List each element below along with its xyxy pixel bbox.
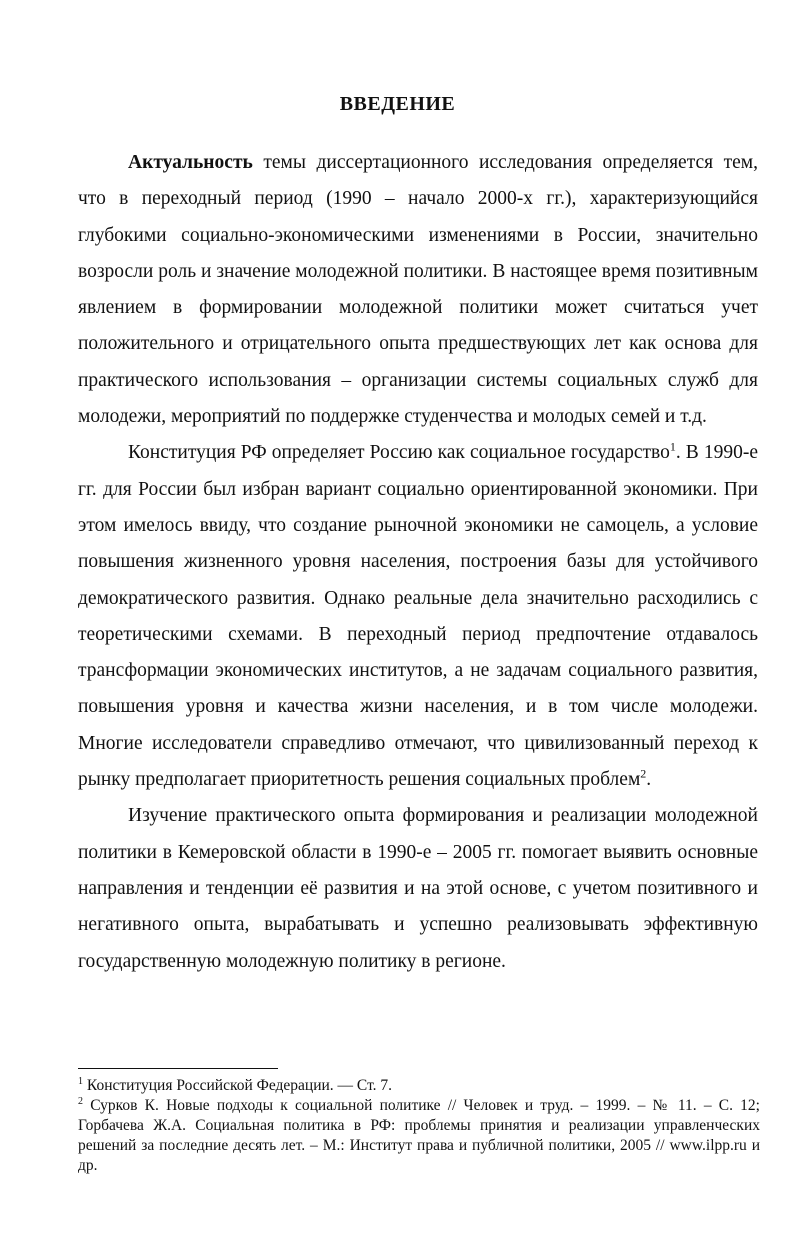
paragraph-1-lead: Актуальность: [128, 152, 253, 173]
paragraph-2-text-b: . В 1990-е гг. для России был избран вариант социально ориентированной экономики. При этом имелось ввиду, что создание рыночной экономики не самоцель, а условие повышения жизненного уровня населения, построения базы для устойчивого демократического развития. Однако реальные дела значительно расходились с теоретическими схемами. В переходный период предпочтение отдавалось трансформации экономических институтов, а не задачам социального развития, повышения уровня и качества жизни населения, и в том числе молодежи. Многие исследователи справедливо отмечают, что цивилизованный переход к рынку предполагает приоритетность решения социальных проблем: [78, 442, 758, 791]
paragraph-1-text: темы диссертационного исследования определяется тем, что в переходный период (1990 – начало 2000-х гг.), характеризующийся глубокими социально-экономическими изменениями в России, значительно возросли роль и значение молодежной политики. В настоящее время позитивным явлением в формировании молодежной политики может считаться учет положительного и отрицательного опыта предшествующих лет как основа для практического использования – организации системы социальных служб для молодежи, мероприятий по поддержке студенчества и молодых семей и т.д.: [78, 152, 758, 428]
footnote-2-text: Сурков К. Новые подходы к социальной политике // Человек и труд. – 1999. – № 11. – С. 12; Горбачева Ж.А. Социальная политика в РФ: проблемы принятия и реализации управленческих решений за последние десять лет. – М.: Институт права и публичной политики, 2005 // www.ilpp.ru и др.: [78, 1097, 760, 1174]
footnotes: [78, 1076, 760, 1176]
body-text: [78, 145, 758, 980]
footnote-1-number: 1: [78, 1075, 83, 1087]
footnote-2-number: 2: [78, 1095, 83, 1107]
footnote-ref-2: 2: [640, 766, 647, 781]
footnote-ref-1: 1: [669, 439, 676, 454]
paragraph-2-text-c: .: [646, 769, 652, 791]
page-title: ВВЕДЕНИЕ: [339, 93, 456, 115]
footnote-1-text: Конституция Российской Федерации. — Ст. 7.: [83, 1077, 393, 1094]
paragraph-3-text: Изучение практического опыта формирования и реализации молодежной политики в Кемеровской области в 1990-е – 2005 гг. помогает выявить основные направления и тенденции её развития и на этой основе, с учетом позитивного и негативного опыта, вырабатывать и успешно реализовывать эффективную государственную молодежную политику в регионе.: [78, 805, 758, 972]
paragraph-3: [78, 798, 758, 979]
paragraph-1: [78, 145, 758, 435]
paragraph-2: [78, 435, 758, 798]
footnote-separator: [78, 1068, 278, 1069]
footnote-2: [78, 1096, 760, 1176]
paragraph-2-text-a: Конституция РФ определяет Россию как социальное государство: [128, 442, 670, 464]
footnote-1: [78, 1076, 760, 1096]
